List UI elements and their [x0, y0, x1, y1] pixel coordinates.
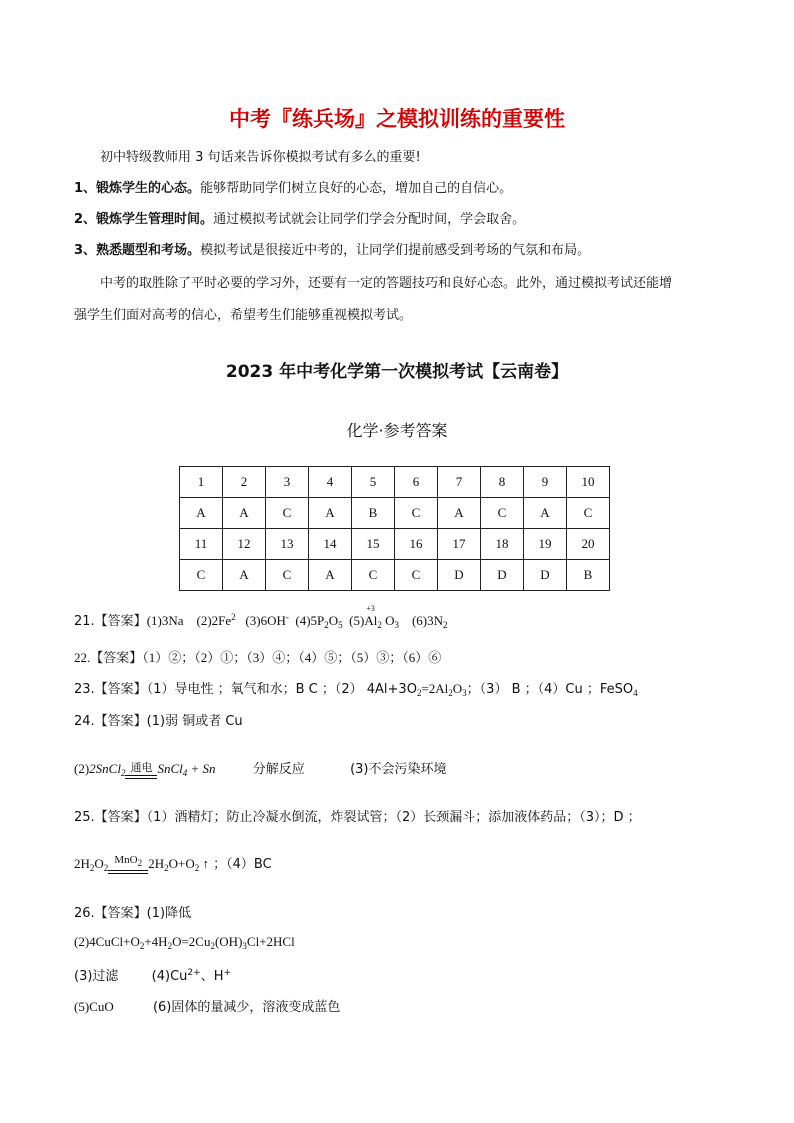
table-row: [180, 560, 610, 591]
answer-26-line4: [74, 996, 340, 1015]
point-3-text: 模拟考试是很接近中考的，让同学们提前感受到考场的气氛和布局。: [200, 243, 591, 258]
answer-25-line2: $2H_2O_2$ MnO$_2$ $2H_2O+O_2$ ↑ ；（4）BC: [74, 854, 272, 873]
table-cell: A: [309, 560, 352, 591]
table-row: [180, 467, 610, 498]
table-cell: A: [524, 498, 567, 529]
table-cell: C: [352, 560, 395, 591]
table-cell: 6: [395, 467, 438, 498]
table-cell: 17: [438, 529, 481, 560]
table-row: [180, 498, 610, 529]
point-1-head: 锻炼学生的心态。: [96, 181, 201, 196]
table-cell: 8: [481, 467, 524, 498]
table-cell: 9: [524, 467, 567, 498]
table-cell: A: [223, 560, 266, 591]
table-cell: 4: [309, 467, 352, 498]
point-1: [74, 177, 512, 196]
table-cell: 16: [395, 529, 438, 560]
answer-24-part3: (3)不会污染环境: [350, 762, 447, 777]
table-cell: 14: [309, 529, 352, 560]
intro-paragraph-line2: 强学生们面对高考的信心，希望考生们能够重视模拟考试。: [74, 308, 413, 323]
answer-23-part-b: =2Al: [421, 681, 449, 696]
table-cell: B: [352, 498, 395, 529]
catalyst-mno2: MnO: [114, 854, 138, 866]
table-cell: C: [266, 560, 309, 591]
table-cell: D: [438, 560, 481, 591]
point-2: [74, 208, 525, 227]
page-title: 中考『练兵场』之模拟训练的重要性: [229, 107, 565, 131]
answer-25-line1: [74, 806, 641, 825]
table-cell: 1: [180, 467, 223, 498]
answer-subtitle: 化学·参考答案: [346, 421, 448, 440]
table-cell: 18: [481, 529, 524, 560]
table-cell: C: [395, 560, 438, 591]
table-cell: B: [567, 560, 610, 591]
table-row: [180, 529, 610, 560]
table-cell: 3: [266, 467, 309, 498]
table-cell: D: [524, 560, 567, 591]
condition-electrolysis: 通电: [130, 761, 153, 774]
reaction-type: 分解反应: [252, 762, 305, 777]
table-cell: 13: [266, 529, 309, 560]
answer-26-eq-start: (2)4CuCl+O: [74, 934, 140, 949]
intro-paragraph-line1: 中考的取胜除了平时必要的学习外，还要有一定的答题技巧和良好心态。此外，通过模拟考试还能增: [100, 276, 673, 291]
table-cell: 12: [223, 529, 266, 560]
table-cell: A: [223, 498, 266, 529]
answer-23-part-d: ；（3） B ；（4）Cu ；FeSO: [466, 682, 634, 697]
point-3-num: 3、: [74, 243, 97, 258]
answer-21: 21.【答案】(1)3Na (2)2Fe$^2$ (3)6OH- $(4)5P_2O_5$ (5) +3 $Al_2$ $O_3$ $(6)3N_2$: [74, 604, 448, 630]
answer-table: [179, 466, 610, 591]
answer-23-part-c: O: [452, 681, 463, 696]
answer-26-line1: [74, 902, 191, 921]
exam-title: 2023 年中考化学第一次模拟考试【云南卷】: [225, 362, 569, 382]
answer-24-text: 24.【答案】(1)弱 铜或者 Cu: [74, 714, 243, 729]
table-cell: 7: [438, 467, 481, 498]
intro-lead: 初中特级教师用 3 句话来告诉你模拟考试有多么的重要!: [100, 150, 421, 165]
table-cell: A: [309, 498, 352, 529]
table-cell: 20: [567, 529, 610, 560]
table-cell: 15: [352, 529, 395, 560]
point-1-num: 1、: [74, 181, 97, 196]
table-cell: 5: [352, 467, 395, 498]
answer-26-text: 26.【答案】(1)降低: [74, 906, 192, 921]
point-1-text: 能够帮助同学们树立良好的心态，增加自己的自信心。: [200, 181, 513, 196]
answer-26-part6: (6)固体的量减少，溶液变成蓝色: [152, 1000, 341, 1015]
table-cell: C: [180, 560, 223, 591]
answer-23-part-a: （1）导电性 ；氧气和水；B C ；（2） 4Al+3O: [146, 682, 417, 697]
table-cell: C: [481, 498, 524, 529]
answer-26-part3: (3)过滤: [74, 969, 119, 984]
answer-25-tail: ；（4）BC: [209, 857, 272, 872]
answer-24-prefix: (2): [74, 761, 90, 776]
answer-25-text: 25.【答案】（1）酒精灯；防止冷凝水倒流，炸裂试管；（2）长颈漏斗；添加液体药品；（3）；D ；: [74, 810, 641, 825]
table-cell: D: [481, 560, 524, 591]
table-cell: C: [395, 498, 438, 529]
table-cell: 2: [223, 467, 266, 498]
table-cell: 10: [567, 467, 610, 498]
point-2-num: 2、: [74, 212, 97, 227]
point-2-head: 锻炼学生管理时间。: [96, 212, 214, 227]
answer-26-part5: (5)CuO: [74, 999, 114, 1014]
answer-24-line1: [74, 710, 243, 729]
point-3-head: 熟悉题型和考场。: [96, 243, 201, 258]
answer-26-line3: [74, 965, 231, 984]
answer-23-label: 23.【答案】: [74, 682, 147, 697]
table-cell: A: [180, 498, 223, 529]
table-cell: 19: [524, 529, 567, 560]
table-cell: C: [567, 498, 610, 529]
point-2-text: 通过模拟考试就会让同学们学会分配时间，学会取舍。: [213, 212, 526, 227]
table-cell: C: [266, 498, 309, 529]
answer-22: 22.【答案】（1）②；（2）①；（3）④；（4）⑤；（5）③；（6）⑥: [74, 650, 442, 665]
answer-21-label: 21.【答案】: [74, 614, 147, 629]
answer-24-line2: (2)2SnCl$_2$ 通电 SnCl$_4$ + Sn 分解反应 (3)不会污染环境: [74, 761, 447, 778]
answer-26-line2: $(2)4CuCl+O_2+4H_2O=2Cu_2(OH)_3Cl+2HCl$: [74, 934, 295, 951]
table-cell: 11: [180, 529, 223, 560]
table-cell: A: [438, 498, 481, 529]
answer-26-part4-text: (4)Cu: [151, 969, 188, 984]
answer-23: 23.【答案】（1）导电性 ；氧气和水；B C ；（2） $4Al+3O_2=2Al_2O_3$；（3） B ；（4）Cu ；FeSO$_4$: [74, 681, 638, 698]
point-3: [74, 239, 590, 258]
answer-26-part4: $(4)Cu^{2+}$、H+: [151, 968, 232, 984]
